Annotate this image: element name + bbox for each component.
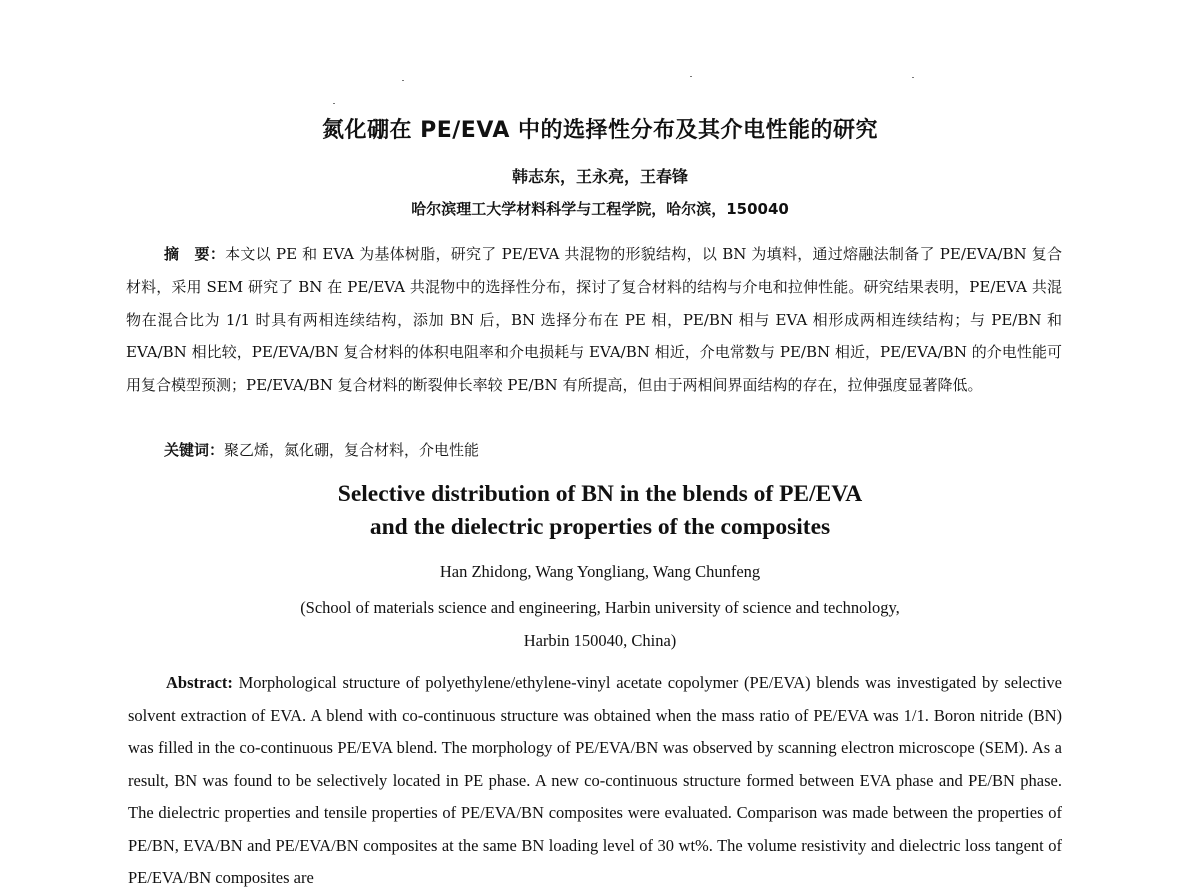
chinese-abstract-label: 摘 要： [164, 245, 226, 263]
chinese-keywords-text: 聚乙烯，氮化硼，复合材料，介电性能 [224, 441, 480, 459]
scan-speck [912, 77, 914, 78]
english-title-line: and the dielectric properties of the composites [369, 514, 831, 540]
english-abstract [128, 667, 1062, 895]
english-title [0, 478, 1200, 544]
chinese-keywords-label: 关键词： [164, 441, 225, 459]
chinese-authors: 韩志东，王永亮，王春锋 [511, 167, 688, 186]
english-abstract-text: Morphological structure of polyethylene/ethylene-vinyl acetate copolymer (PE/EVA) blends was investigated by selective solvent extraction of EVA. A blend with co-continuous structure was obtained when the mass ratio of PE/EVA was 1/1. Boron nitride (BN) was filled in the co-continuous PE/EVA blend. The morphology of PE/EVA/BN was observed by scanning electron microscope (SEM). As a result, BN was found to be selectively located in PE phase. A new co-continuous structure formed between EVA phase and PE/BN phase. The dielectric properties and tensile properties of PE/EVA/BN composites were evaluated. Comparison was made between the properties of PE/BN, EVA/BN and PE/EVA/BN composites at the same BN loading level of 30 wt%. The volume resistivity and dielectric loss tangent of PE/EVA/BN composites are [128, 673, 1062, 887]
english-title-line: Selective distribution of BN in the blends of PE/EVA [337, 481, 863, 507]
english-affiliation-line: (School of materials science and engineering, Harbin university of science and technology, [300, 598, 900, 617]
chinese-abstract [126, 238, 1062, 402]
scan-speck [333, 103, 335, 104]
chinese-keywords [164, 436, 479, 464]
english-authors: Han Zhidong, Wang Yongliang, Wang Chunfeng [439, 562, 761, 581]
scan-speck [402, 80, 404, 81]
english-affiliation [0, 591, 1200, 657]
scan-speck [690, 76, 692, 77]
chinese-title: 氮化硼在 PE/EVA 中的选择性分布及其介电性能的研究 [321, 118, 879, 143]
chinese-affiliation: 哈尔滨理工大学材料科学与工程学院，哈尔滨，150040 [411, 200, 789, 218]
chinese-abstract-text: 本文以 PE 和 EVA 为基体树脂，研究了 PE/EVA 共混物的形貌结构，以 BN 为填料，通过熔融法制备了 PE/EVA/BN 复合材料，采用 SEM 研究了 BN 在 PE/EVA 共混物中的选择性分布，探讨了复合材料的结构与介电和拉伸性能。研究结果表明，PE/EVA 共混物在混合比为 1/1 时具有两相连续结构，添加 BN 后，BN 选择分布在 PE 相，PE/BN 相与 EVA 相形成两相连续结构；与 PE/BN 和 EVA/BN 相比较，PE/EVA/BN 复合材料的体积电阻率和介电损耗与 EVA/BN 相近，介电常数与 PE/BN 相近，PE/EVA/BN 的介电性能可用复合模型预测；PE/EVA/BN 复合材料的断裂伸长率较 PE/BN 有所提高，但由于两相间界面结构的存在，拉伸强度显著降低。 [126, 245, 1062, 395]
english-abstract-label: Abstract: [166, 673, 233, 692]
english-affiliation-line: Harbin 150040, China) [523, 631, 677, 650]
